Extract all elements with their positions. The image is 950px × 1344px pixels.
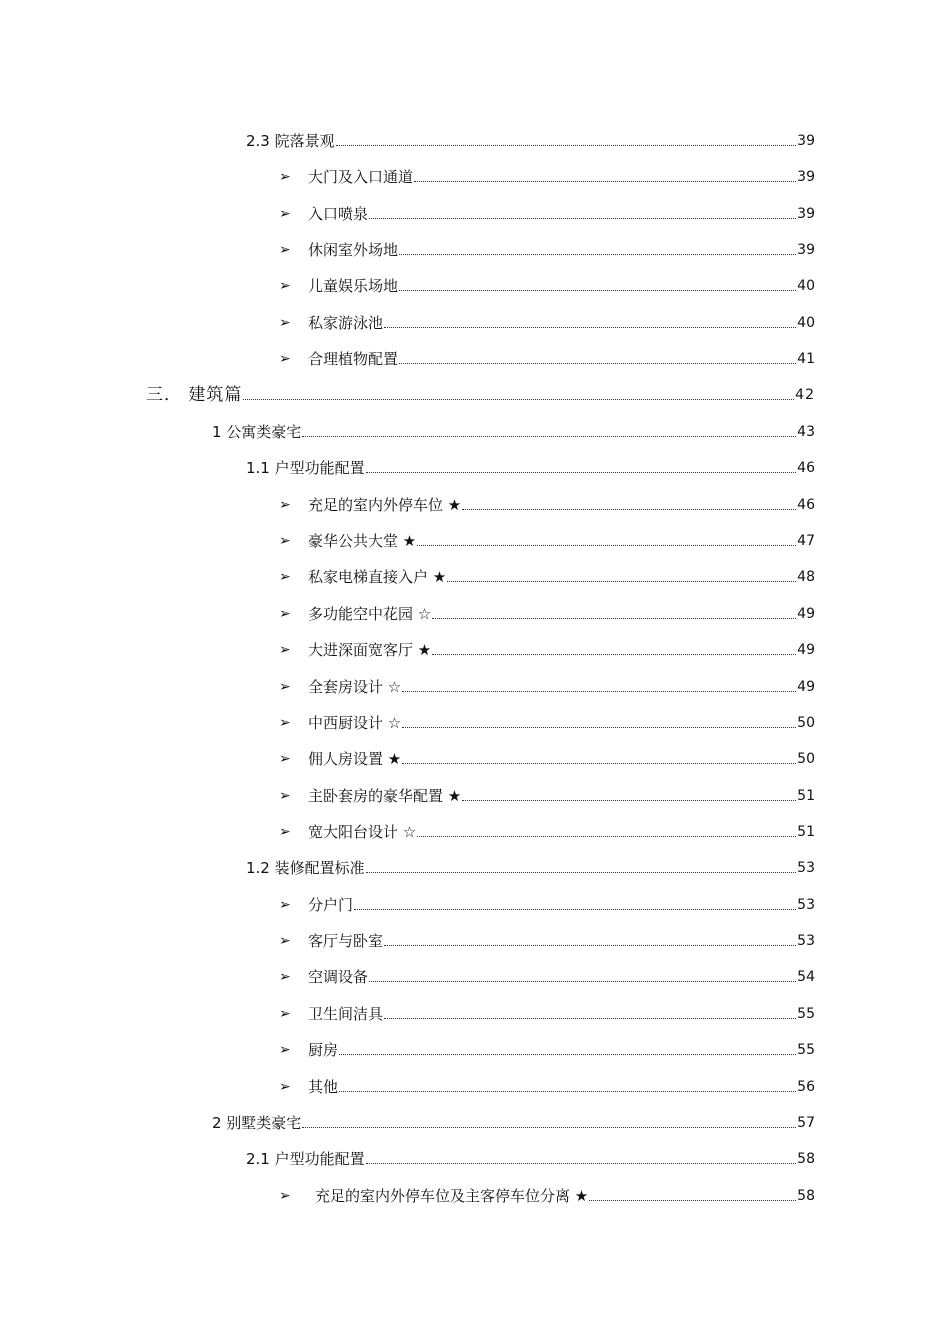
dot-leader (462, 800, 796, 801)
toc-title: 卫生间洁具 (308, 1005, 384, 1023)
toc-entry[interactable] (212, 1109, 815, 1133)
dot-leader (302, 1127, 796, 1128)
dot-leader (339, 1054, 796, 1055)
toc-page-number: 51 (797, 788, 815, 804)
arrow-bullet-icon: ➢ (279, 206, 291, 222)
toc-entry[interactable] (279, 891, 815, 915)
toc-title: 主卧套房的豪华配置 ★ (308, 787, 462, 805)
dot-leader (366, 1163, 797, 1164)
toc-entry[interactable] (279, 272, 815, 296)
toc-entry[interactable] (279, 709, 815, 733)
arrow-bullet-icon: ➢ (279, 606, 291, 622)
toc-entry[interactable] (246, 854, 815, 878)
toc-page-number: 54 (797, 969, 815, 985)
toc-title: 1.1 户型功能配置 (246, 459, 365, 477)
dot-leader (399, 290, 796, 291)
toc-title: 休闲室外场地 (308, 241, 399, 259)
toc-entry[interactable] (279, 673, 815, 697)
toc-title: 其他 (308, 1078, 339, 1096)
toc-title: 全套房设计 ☆ (308, 678, 402, 696)
toc-title: 私家电梯直接入户 ★ (308, 568, 447, 586)
toc-entry[interactable] (246, 1145, 815, 1169)
dot-leader (384, 945, 796, 946)
toc-page-number: 56 (797, 1079, 815, 1095)
dot-leader (354, 909, 796, 910)
toc-entry[interactable] (279, 491, 815, 515)
toc-page-number: 40 (797, 278, 815, 294)
toc-title: 儿童娱乐场地 (308, 277, 399, 295)
dot-leader (417, 545, 796, 546)
toc-title: 入口喷泉 (308, 205, 369, 223)
toc-entry[interactable] (246, 454, 815, 478)
toc-entry[interactable] (279, 1036, 815, 1060)
toc-title: 大进深面宽客厅 ★ (308, 641, 432, 659)
dot-leader (462, 509, 796, 510)
toc-page-number: 41 (797, 351, 815, 367)
toc-page-number: 43 (797, 424, 815, 440)
toc-entry[interactable] (279, 1073, 815, 1097)
toc-entry[interactable] (246, 127, 815, 151)
toc-page-number: 49 (797, 642, 815, 658)
toc-page-number: 51 (797, 824, 815, 840)
toc-page-number: 46 (797, 460, 815, 476)
arrow-bullet-icon: ➢ (279, 278, 291, 294)
arrow-bullet-icon: ➢ (279, 788, 291, 804)
dot-leader (402, 727, 796, 728)
dot-leader (366, 872, 797, 873)
toc-page-number: 39 (797, 242, 815, 258)
dot-leader (414, 181, 796, 182)
toc-page-number: 58 (797, 1188, 815, 1204)
toc-page-number: 55 (797, 1042, 815, 1058)
dot-leader (402, 691, 796, 692)
toc-entry[interactable] (279, 963, 815, 987)
arrow-bullet-icon: ➢ (279, 824, 291, 840)
toc-title: 充足的室内外停车位及主客停车位分离 ★ (315, 1187, 589, 1205)
toc-title: 合理植物配置 (308, 350, 399, 368)
toc-entry[interactable] (279, 200, 815, 224)
toc-page-number: 50 (797, 715, 815, 731)
arrow-bullet-icon: ➢ (279, 679, 291, 695)
toc-title: 客厅与卧室 (308, 932, 384, 950)
toc-entry[interactable] (279, 636, 815, 660)
dot-leader (369, 218, 796, 219)
dot-leader (369, 981, 796, 982)
dot-leader (384, 1018, 796, 1019)
arrow-bullet-icon: ➢ (279, 897, 291, 913)
toc-page-number: 53 (797, 897, 815, 913)
arrow-bullet-icon: ➢ (279, 751, 291, 767)
toc-title: 中西厨设计 ☆ (308, 714, 402, 732)
toc-page-number: 58 (797, 1151, 815, 1167)
toc-page-number: 50 (797, 751, 815, 767)
arrow-bullet-icon: ➢ (279, 715, 291, 731)
arrow-bullet-icon: ➢ (279, 1042, 291, 1058)
dot-leader (302, 436, 796, 437)
toc-page-number: 48 (797, 569, 815, 585)
toc-title: 2.1 户型功能配置 (246, 1150, 365, 1168)
arrow-bullet-icon: ➢ (279, 1079, 291, 1095)
arrow-bullet-icon: ➢ (279, 969, 291, 985)
toc-title: 2 别墅类豪宅 (212, 1114, 302, 1132)
dot-leader (339, 1091, 796, 1092)
dot-leader (447, 581, 796, 582)
dot-leader (399, 363, 796, 364)
toc-entry[interactable] (279, 782, 815, 806)
toc-page-number: 53 (797, 933, 815, 949)
dot-leader (417, 836, 796, 837)
toc-entry[interactable] (279, 236, 815, 260)
toc-page-number: 53 (797, 860, 815, 876)
toc-page-number: 46 (797, 497, 815, 513)
toc-title: 三． 建筑篇 (146, 385, 243, 405)
toc-title: 多功能空中花园 ☆ (308, 605, 432, 623)
toc-title: 厨房 (308, 1041, 339, 1059)
arrow-bullet-icon: ➢ (279, 642, 291, 658)
toc-page-number: 39 (797, 206, 815, 222)
toc-entry[interactable] (279, 563, 815, 587)
toc-title: 佣人房设置 ★ (308, 750, 402, 768)
arrow-bullet-icon: ➢ (279, 315, 291, 331)
dot-leader (243, 399, 794, 400)
toc-entry[interactable] (279, 163, 815, 187)
toc-title: 1 公寓类豪宅 (212, 423, 302, 441)
toc-page-number: 57 (797, 1115, 815, 1131)
dot-leader (589, 1200, 796, 1201)
dot-leader (432, 618, 796, 619)
toc-page-number: 42 (795, 387, 815, 403)
toc-entry[interactable] (279, 600, 815, 624)
dot-leader (399, 254, 796, 255)
dot-leader (366, 472, 797, 473)
toc-entry[interactable] (279, 818, 815, 842)
toc-entry[interactable] (279, 345, 815, 369)
toc-page-number: 49 (797, 606, 815, 622)
toc-title: 私家游泳池 (308, 314, 384, 332)
toc-entry[interactable] (279, 527, 815, 551)
arrow-bullet-icon: ➢ (279, 1006, 291, 1022)
arrow-bullet-icon: ➢ (279, 569, 291, 585)
arrow-bullet-icon: ➢ (279, 242, 291, 258)
toc-title: 1.2 装修配置标准 (246, 859, 365, 877)
toc-entry[interactable] (212, 418, 815, 442)
arrow-bullet-icon: ➢ (279, 351, 291, 367)
toc-page-number: 47 (797, 533, 815, 549)
toc-page-number: 39 (797, 169, 815, 185)
toc-page-number: 49 (797, 679, 815, 695)
dot-leader (336, 145, 797, 146)
toc-title: 充足的室内外停车位 ★ (308, 496, 462, 514)
dot-leader (384, 327, 796, 328)
toc-entry[interactable] (279, 1000, 815, 1024)
toc-entry[interactable] (279, 1182, 815, 1206)
arrow-bullet-icon: ➢ (279, 933, 291, 949)
arrow-bullet-icon: ➢ (279, 533, 291, 549)
toc-title: 空调设备 (308, 968, 369, 986)
toc-title: 豪华公共大堂 ★ (308, 532, 417, 550)
dot-leader (432, 654, 796, 655)
toc-entry[interactable] (146, 381, 815, 405)
toc-title: 大门及入口通道 (308, 168, 414, 186)
toc-entry[interactable] (279, 927, 815, 951)
toc-title: 宽大阳台设计 ☆ (308, 823, 417, 841)
dot-leader (402, 763, 796, 764)
arrow-bullet-icon: ➢ (279, 497, 291, 513)
toc-page-number: 40 (797, 315, 815, 331)
arrow-bullet-icon: ➢ (279, 1188, 291, 1204)
toc-page-number: 55 (797, 1006, 815, 1022)
toc-title: 2.3 院落景观 (246, 132, 335, 150)
toc-page-number: 39 (797, 133, 815, 149)
toc-entry[interactable] (279, 309, 815, 333)
toc-entry[interactable] (279, 745, 815, 769)
arrow-bullet-icon: ➢ (279, 169, 291, 185)
toc-title: 分户门 (308, 896, 354, 914)
